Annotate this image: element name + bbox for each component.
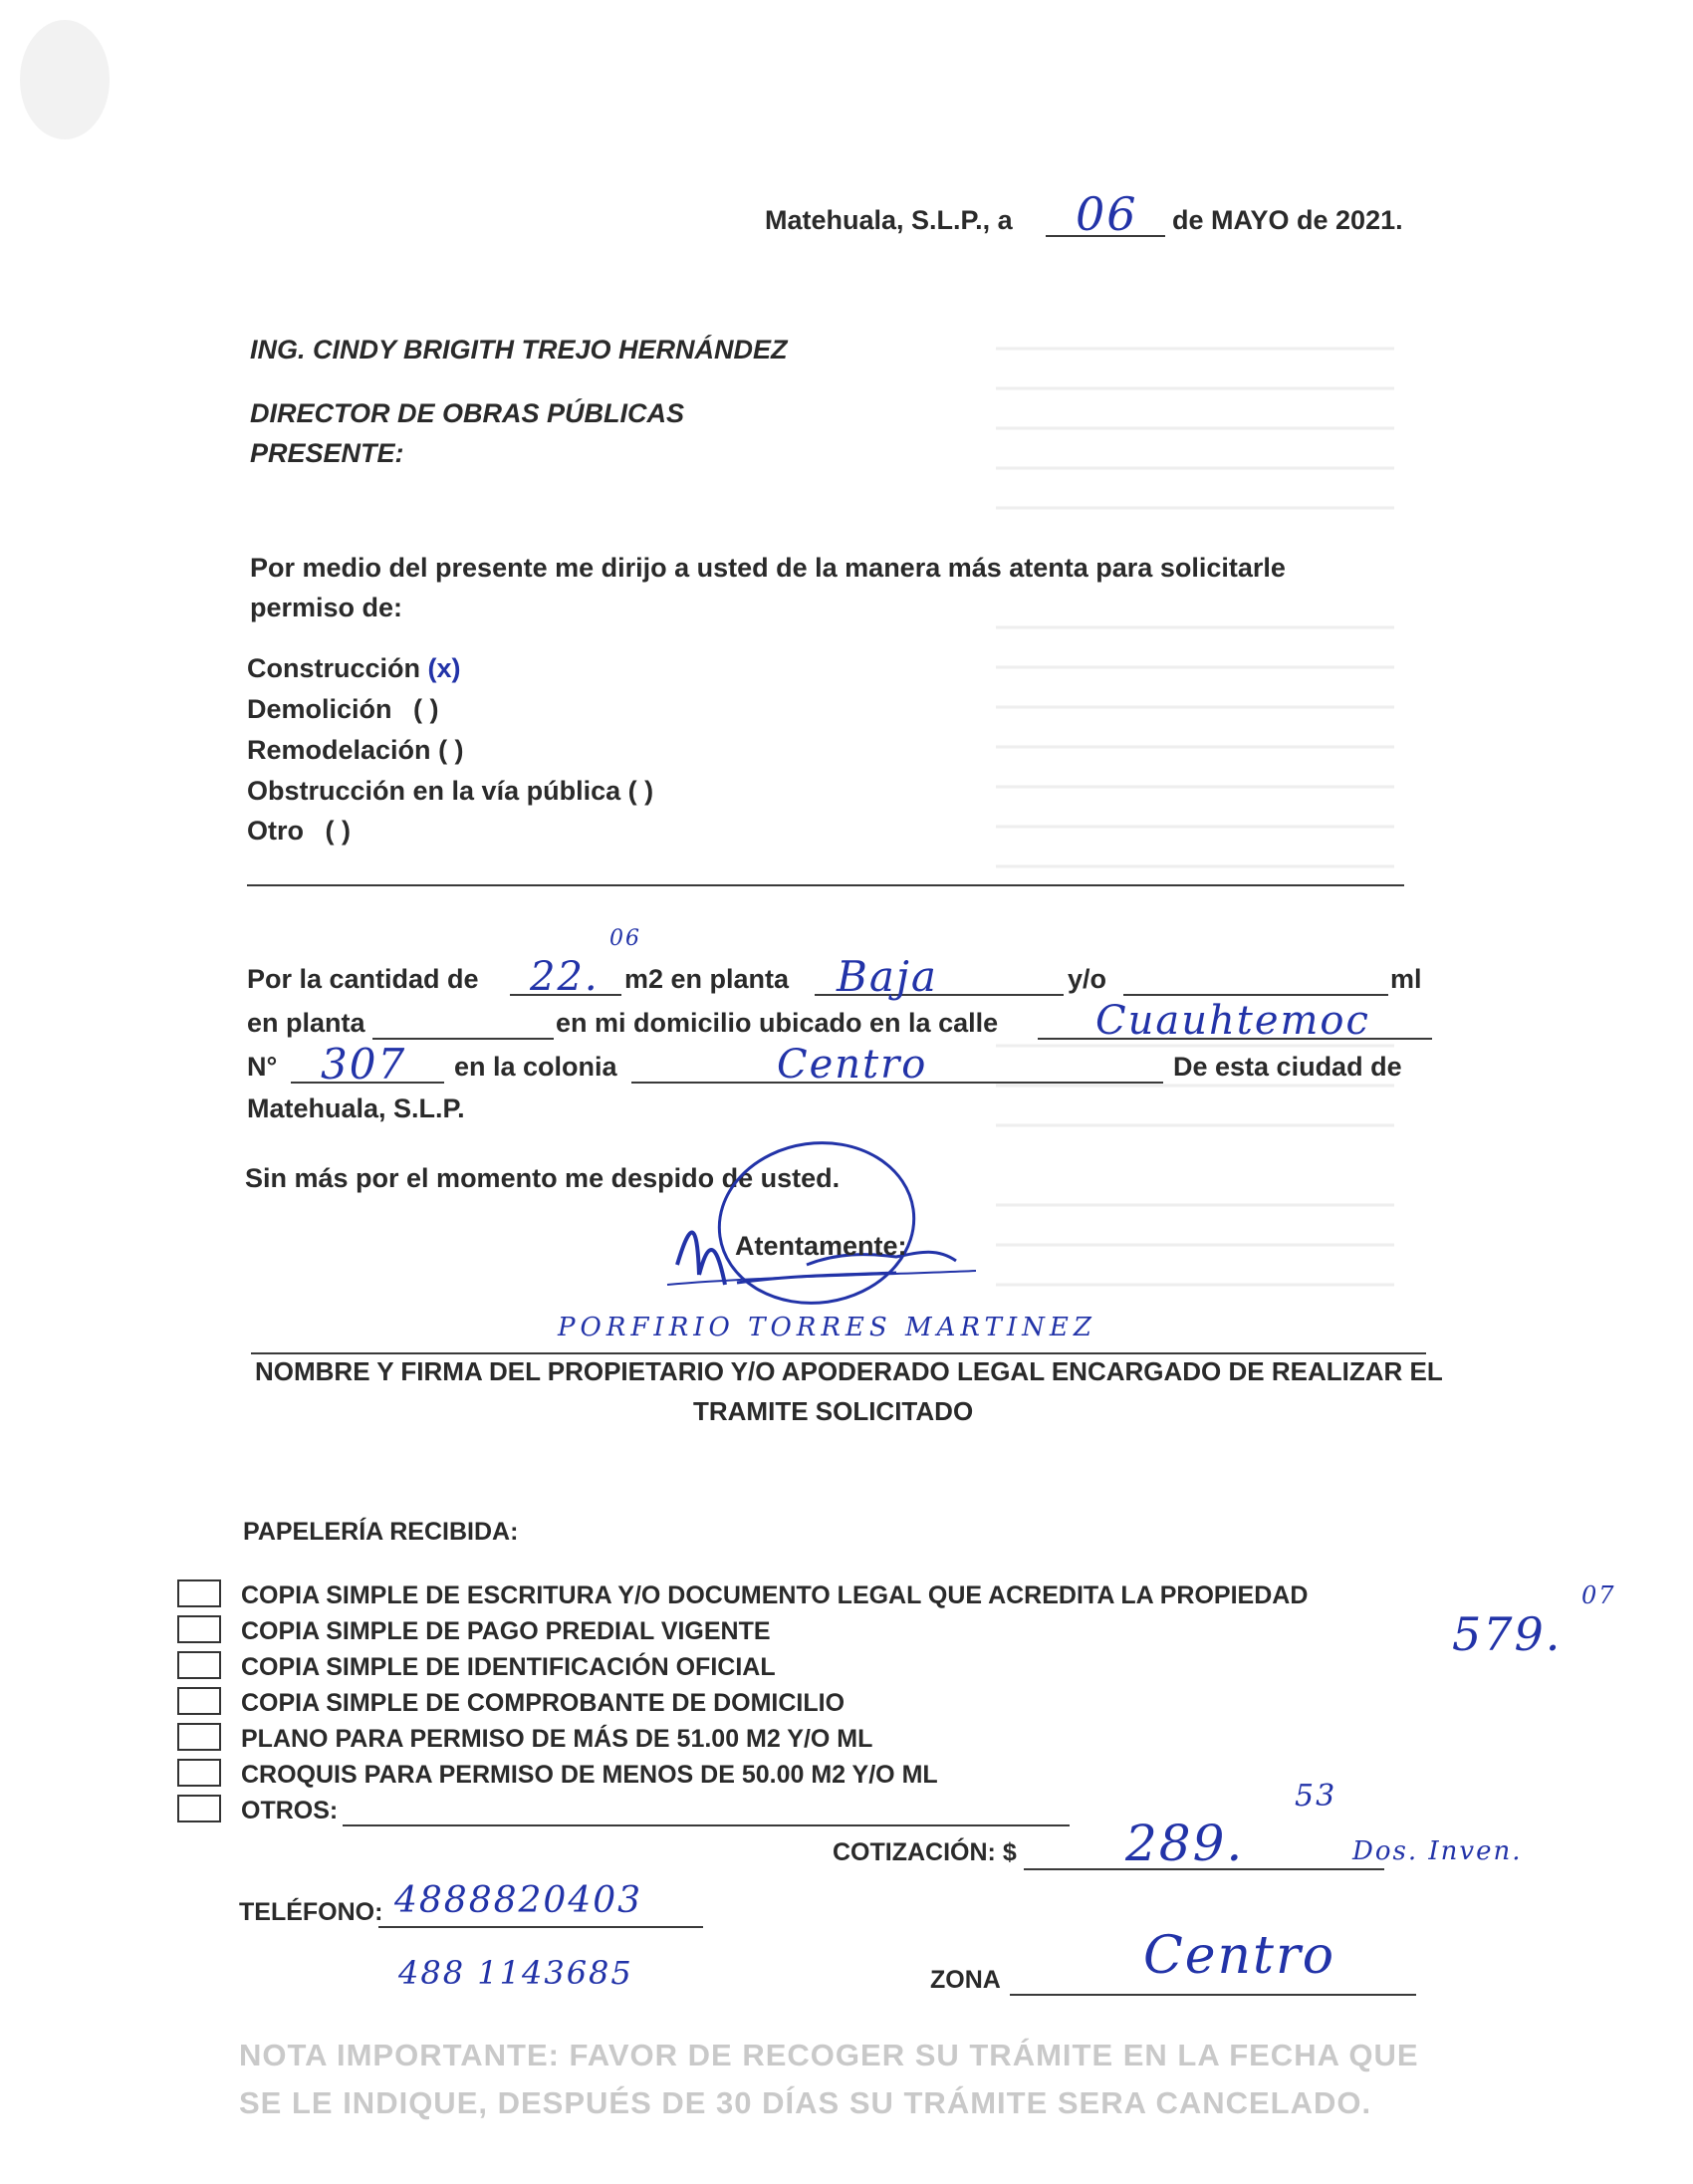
paper-item-otros: OTROS: [241, 1797, 339, 1824]
calle-handwritten: Cuauhtemoc [1095, 998, 1370, 1044]
paper-item-identificacion: COPIA SIMPLE DE IDENTIFICACIÓN OFICIAL [241, 1653, 776, 1681]
scan-smudge [20, 20, 110, 139]
otro-underline [247, 884, 1404, 886]
ciudad-label: De esta ciudad de [1173, 1052, 1402, 1082]
notice-line-1: NOTA IMPORTANTE: FAVOR DE RECOGER SU TRÁMITE EN LA FECHA QUE [239, 2038, 1419, 2072]
paper-checkbox-otros[interactable] [177, 1795, 221, 1822]
side-amount-cents-handwritten: 07 [1581, 1581, 1616, 1609]
phone2-handwritten: 488 1143685 [398, 1954, 633, 1992]
signer-handwritten: PORFIRIO TORRES MARTINEZ [558, 1313, 1096, 1342]
papers-title: PAPELERÍA RECIBIDA: [243, 1518, 519, 1546]
permit-type-construccion [247, 653, 461, 684]
ml-underline [1123, 994, 1388, 996]
paper-item-plano: PLANO PARA PERMISO DE MÁS DE 51.00 M2 Y/O ML [241, 1725, 873, 1753]
area-handwritten: 22. [530, 954, 600, 1000]
intro-line-2: permiso de: [250, 593, 403, 622]
quote-note-handwritten: Dos. Inven. [1352, 1836, 1523, 1866]
permit-type-mark: (x) [427, 653, 461, 683]
permit-type-remodelacion [247, 735, 464, 766]
permit-type-label: Remodelación [247, 735, 431, 765]
paper-checkbox-croquis[interactable] [177, 1759, 221, 1787]
permit-type-label: Obstrucción en la vía pública [247, 776, 621, 806]
permit-type-label: Construcción [247, 653, 421, 683]
quote-label: COTIZACIÓN: $ [833, 1838, 1017, 1866]
paper-checkbox-domicilio[interactable] [177, 1687, 221, 1715]
yo-label: y/o [1068, 964, 1107, 994]
quote-cents-handwritten: 53 [1295, 1779, 1337, 1814]
permit-type-label: Demolición [247, 694, 392, 724]
paper-item-domicilio: COPIA SIMPLE DE COMPROBANTE DE DOMICILIO [241, 1689, 846, 1717]
colonia-label: en la colonia [454, 1052, 617, 1082]
numero-handwritten: 307 [321, 1040, 407, 1089]
side-amount-handwritten: 579. [1452, 1607, 1563, 1661]
permit-type-mark: ( ) [413, 694, 439, 724]
numero-label: N° [247, 1052, 278, 1082]
addressee-greeting: PRESENTE: [250, 438, 404, 468]
zone-label: ZONA [930, 1966, 1001, 1994]
paper-item-croquis: CROQUIS PARA PERMISO DE MENOS DE 50.00 M2 Y/O ML [241, 1761, 938, 1789]
regards: Atentamente: [735, 1231, 907, 1261]
paper-checkbox-identificacion[interactable] [177, 1651, 221, 1679]
phone-label: TELÉFONO: [239, 1898, 383, 1926]
phone1-handwritten: 4888820403 [394, 1880, 643, 1921]
place-date-prefix: Matehuala, S.L.P., a [765, 205, 1013, 235]
quote-amount-handwritten: 289. [1125, 1815, 1245, 1872]
place-date-suffix: de MAYO de 2021. [1172, 205, 1403, 235]
city-line: Matehuala, S.L.P. [247, 1093, 465, 1123]
phone-underline [378, 1926, 703, 1928]
show-through-lines [996, 329, 1414, 1424]
permit-type-mark: ( ) [627, 776, 654, 806]
paper-checkbox-escritura[interactable] [177, 1579, 221, 1607]
planta-handwritten: Baja [837, 952, 938, 1001]
permit-type-label: Otro [247, 816, 304, 846]
addressee-position: DIRECTOR DE OBRAS PÚBLICAS [250, 398, 685, 428]
intro-line-1: Por medio del presente me dirijo a usted de la manera más atenta para solicitarle [250, 553, 1286, 583]
ml-label: ml [1390, 964, 1422, 994]
signature-caption-2: TRAMITE SOLICITADO [693, 1396, 974, 1426]
paper-checkbox-plano[interactable] [177, 1723, 221, 1751]
day-handwritten: 06 [1076, 187, 1138, 241]
paper-item-predial: COPIA SIMPLE DE PAGO PREDIAL VIGENTE [241, 1617, 771, 1645]
colonia-handwritten: Centro [777, 1042, 928, 1088]
permit-type-otro [247, 816, 351, 847]
permit-type-obstruccion [247, 776, 653, 807]
signature-underline [251, 1352, 1426, 1354]
addressee-name: ING. CINDY BRIGITH TREJO HERNÁNDEZ [250, 335, 788, 364]
permit-type-demolicion [247, 694, 439, 725]
permit-type-mark: ( ) [325, 816, 351, 846]
signature-caption-1: NOMBRE Y FIRMA DEL PROPIETARIO Y/O APODERADO LEGAL ENCARGADO DE REALIZAR EL [255, 1356, 1443, 1386]
quantity-prefix: Por la cantidad de [247, 964, 479, 994]
paper-checkbox-predial[interactable] [177, 1615, 221, 1643]
notice-line-2: SE LE INDIQUE, DESPUÉS DE 30 DÍAS SU TRÁMITE SERA CANCELADO. [239, 2085, 1372, 2120]
permit-type-mark: ( ) [438, 735, 464, 765]
zone-underline [1010, 1994, 1416, 1996]
m2-label: m2 en planta [624, 964, 790, 994]
en-planta-label: en planta [247, 1008, 365, 1038]
otros-underline [343, 1824, 1070, 1826]
paper-item-escritura: COPIA SIMPLE DE ESCRITURA Y/O DOCUMENTO LEGAL QUE ACREDITA LA PROPIEDAD [241, 1581, 1309, 1609]
farewell: Sin más por el momento me despido de usted. [245, 1163, 841, 1193]
area-decimal-handwritten: 06 [609, 926, 641, 951]
zone-handwritten: Centro [1143, 1926, 1336, 1986]
domicilio-label: en mi domicilio ubicado en la calle [556, 1008, 999, 1038]
